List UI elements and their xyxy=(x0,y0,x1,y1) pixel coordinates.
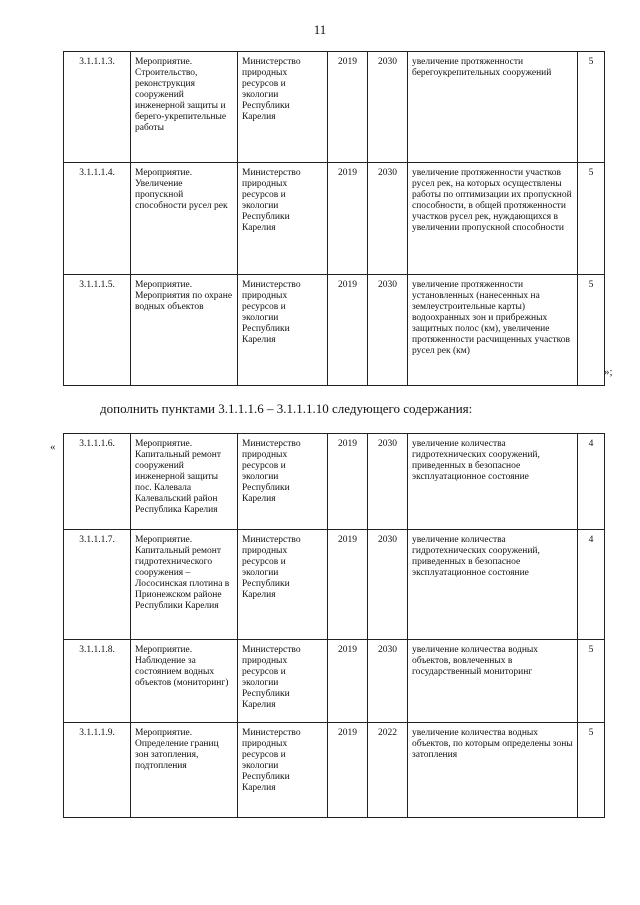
measures-table-added xyxy=(63,433,605,818)
row-value: 5 xyxy=(578,723,605,818)
row-end-year: 2030 xyxy=(368,434,408,530)
row-value: 5 xyxy=(578,163,605,275)
row-start-year: 2019 xyxy=(328,530,368,640)
row-event: Мероприятие. Увеличение пропускной способности русел рек xyxy=(131,163,238,275)
row-code: 3.1.1.1.9. xyxy=(64,723,131,818)
opening-quote: « xyxy=(50,441,56,453)
row-start-year: 2019 xyxy=(328,275,368,386)
row-end-year: 2030 xyxy=(368,163,408,275)
row-event: Мероприятие. Определение границ зон затопления, подтопления xyxy=(131,723,238,818)
row-event: Мероприятие. Капитальный ремонт гидротехнического сооружения – Лососинская плотина в Прионежском районе Республики Карелия xyxy=(131,530,238,640)
row-end-year: 2030 xyxy=(368,52,408,163)
row-code: 3.1.1.1.6. xyxy=(64,434,131,530)
row-executor: Министерство природных ресурсов и экологии Республики Карелия xyxy=(238,530,328,640)
row-event: Мероприятие. Капитальный ремонт сооружений инженерной защиты пос. Калевала Калевальский район Республика Карелия xyxy=(131,434,238,530)
row-indicator: увеличение количества гидротехнических сооружений, приведенных в безопасное эксплуатационное состояние xyxy=(408,530,578,640)
row-code: 3.1.1.1.5. xyxy=(64,275,131,386)
row-indicator: увеличение количества водных объектов, по которым определены зоны затопления xyxy=(408,723,578,818)
page-number: 11 xyxy=(313,22,327,37)
row-indicator: увеличение протяженности берегоукрепительных сооружений xyxy=(408,52,578,163)
closing-quote: »; xyxy=(604,366,613,378)
row-executor: Министерство природных ресурсов и экологии Республики Карелия xyxy=(238,434,328,530)
row-start-year: 2019 xyxy=(328,434,368,530)
table-row xyxy=(64,723,605,818)
row-start-year: 2019 xyxy=(328,640,368,723)
row-indicator: увеличение протяженности установленных (нанесенных на землеустроительные карты) водоохранных зон и прибрежных защитных полос (км), увеличение протяженности расчищенных участков русел рек (км) xyxy=(408,275,578,386)
row-code: 3.1.1.1.3. xyxy=(64,52,131,163)
row-indicator: увеличение протяженности участков русел рек, на которых осуществлены работы по оптимизации их пропускной способности, в общей протяженности участков русел рек, нуждающихся в увеличении пропускной способности xyxy=(408,163,578,275)
table-row xyxy=(64,530,605,640)
row-value: 4 xyxy=(578,434,605,530)
row-value: 4 xyxy=(578,530,605,640)
row-executor: Министерство природных ресурсов и экологии Республики Карелия xyxy=(238,723,328,818)
measures-table-continued xyxy=(63,51,605,386)
row-value: 5 xyxy=(578,275,605,386)
row-start-year: 2019 xyxy=(328,163,368,275)
row-code: 3.1.1.1.4. xyxy=(64,163,131,275)
row-end-year: 2030 xyxy=(368,275,408,386)
row-executor: Министерство природных ресурсов и экологии Республики Карелия xyxy=(238,275,328,386)
row-end-year: 2030 xyxy=(368,530,408,640)
row-executor: Министерство природных ресурсов и экологии Республики Карелия xyxy=(238,640,328,723)
row-indicator: увеличение количества водных объектов, вовлеченных в государственный мониторинг xyxy=(408,640,578,723)
row-indicator: увеличение количества гидротехнических сооружений, приведенных в безопасное эксплуатационное состояние xyxy=(408,434,578,530)
table-row xyxy=(64,434,605,530)
row-code: 3.1.1.1.8. xyxy=(64,640,131,723)
row-end-year: 2022 xyxy=(368,723,408,818)
row-value: 5 xyxy=(578,52,605,163)
row-end-year: 2030 xyxy=(368,640,408,723)
table-row xyxy=(64,163,605,275)
row-start-year: 2019 xyxy=(328,723,368,818)
row-event: Мероприятие. Наблюдение за состоянием водных объектов (мониторинг) xyxy=(131,640,238,723)
table-row xyxy=(64,52,605,163)
table-row xyxy=(64,275,605,386)
row-value: 5 xyxy=(578,640,605,723)
row-executor: Министерство природных ресурсов и экологии Республики Карелия xyxy=(238,52,328,163)
amendment-text: дополнить пунктами 3.1.1.1.6 – 3.1.1.1.10 следующего содержания: xyxy=(100,401,473,416)
row-event: Мероприятие. Мероприятия по охране водных объектов xyxy=(131,275,238,386)
row-event: Мероприятие. Строительство, реконструкция сооружений инженерной защиты и берего-укрепительные работы xyxy=(131,52,238,163)
row-code: 3.1.1.1.7. xyxy=(64,530,131,640)
table-row xyxy=(64,640,605,723)
row-start-year: 2019 xyxy=(328,52,368,163)
row-executor: Министерство природных ресурсов и экологии Республики Карелия xyxy=(238,163,328,275)
